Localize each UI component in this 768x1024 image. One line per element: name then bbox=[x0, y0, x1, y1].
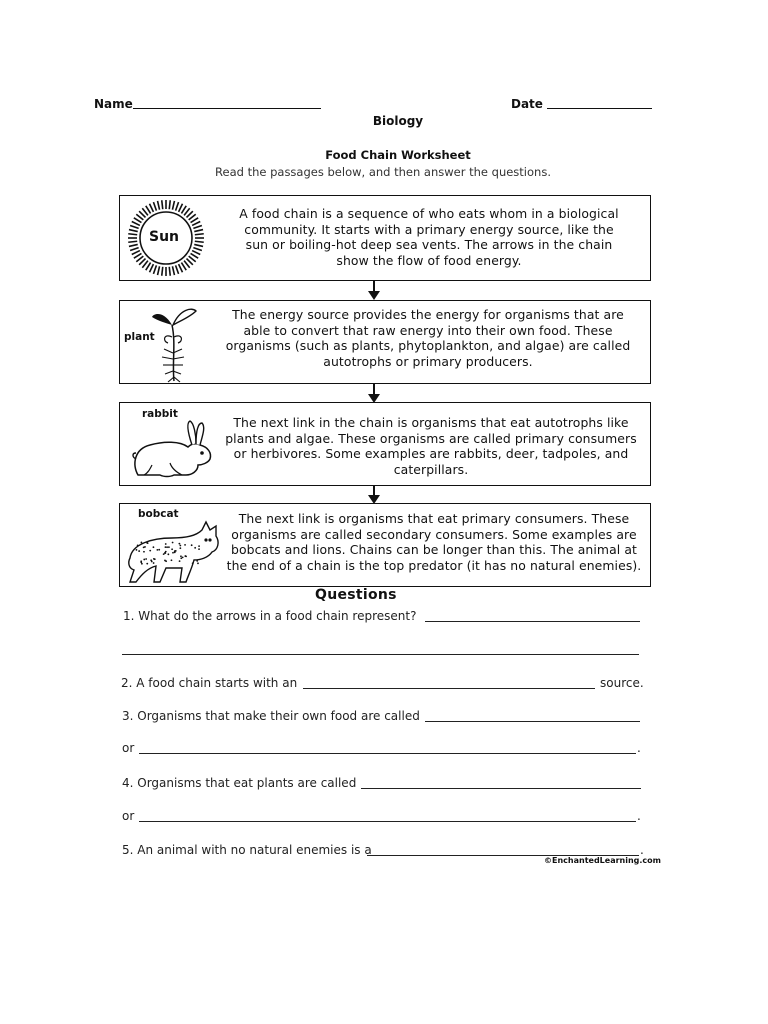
question-3-period: . bbox=[637, 741, 641, 755]
passage-line: The next link in the chain is organisms that eat autotrophs like bbox=[233, 415, 629, 430]
bobcat-spot bbox=[141, 563, 143, 565]
bobcat-spot bbox=[168, 546, 170, 548]
question-1: 1. What do the arrows in a food chain represent? bbox=[123, 609, 417, 623]
passage-text-rabbit bbox=[218, 415, 644, 477]
answer-4a-field[interactable] bbox=[361, 788, 641, 789]
sun-ray bbox=[128, 241, 137, 242]
passage-box-plant bbox=[119, 300, 651, 384]
sun-ray bbox=[194, 244, 203, 246]
rabbit-label: rabbit bbox=[142, 408, 178, 420]
passage-line: organisms (such as plants, phytoplankton, and algae) are called bbox=[225, 338, 631, 353]
bobcat-spot bbox=[136, 549, 138, 551]
bobcat-spot bbox=[165, 560, 167, 562]
bobcat-spot bbox=[149, 550, 151, 552]
bobcat-spot bbox=[197, 562, 199, 564]
bobcat-spot bbox=[191, 544, 193, 546]
passage-text-bobcat bbox=[218, 511, 650, 573]
sun-ray bbox=[162, 200, 163, 209]
plant-icon bbox=[150, 303, 200, 383]
sun-ray bbox=[195, 241, 204, 242]
bobcat-spot bbox=[138, 550, 140, 552]
passage-line: A food chain is a sequence of who eats whom in a biological bbox=[239, 206, 619, 221]
sun-ray bbox=[158, 266, 160, 275]
bobcat-spot bbox=[179, 560, 181, 562]
sun-ray bbox=[150, 204, 154, 212]
bobcat-spot bbox=[146, 542, 148, 544]
date-label: Date bbox=[511, 97, 543, 111]
passage-line: autotrophs or primary producers. bbox=[323, 353, 533, 369]
sun-ray bbox=[192, 222, 200, 226]
passage-box-rabbit bbox=[119, 402, 651, 486]
answer-4b-field[interactable] bbox=[139, 821, 636, 822]
plant-label: plant bbox=[124, 331, 155, 343]
passage-line: community. It starts with a primary energy source, like the bbox=[244, 221, 614, 237]
sun-ray bbox=[176, 265, 179, 273]
question-4-period: . bbox=[637, 809, 641, 823]
bobcat-spot bbox=[137, 544, 139, 546]
bobcat-spot bbox=[179, 547, 181, 549]
passage-line: or herbivores. Some examples are rabbits, deer, tadpoles, and bbox=[233, 446, 629, 461]
question-3-or: or bbox=[122, 741, 135, 755]
sun-ray bbox=[172, 201, 174, 210]
passage-text-sun bbox=[214, 206, 644, 268]
bobcat-spot bbox=[179, 545, 181, 547]
bobcat-spot bbox=[198, 548, 200, 550]
bobcat-spot bbox=[172, 552, 174, 554]
bobcat-spot bbox=[145, 558, 147, 560]
sun-ray bbox=[153, 265, 156, 273]
bobcat-spot bbox=[143, 551, 145, 553]
bobcat-spot bbox=[156, 549, 158, 551]
bobcat-spot bbox=[166, 546, 168, 548]
passage-line: sun or boiling-hot deep sea vents. The arrows in the chain bbox=[245, 237, 613, 252]
passage-box-sun bbox=[119, 195, 651, 281]
passage-box-bobcat bbox=[119, 503, 651, 587]
sun-ray bbox=[179, 264, 183, 272]
bobcat-spot bbox=[167, 553, 169, 555]
sun-ray bbox=[195, 234, 204, 235]
sun-label: Sun bbox=[149, 229, 180, 245]
worksheet-title: Food Chain Worksheet bbox=[325, 148, 471, 162]
bobcat-spot bbox=[165, 546, 167, 548]
bobcat-label: bobcat bbox=[138, 508, 179, 520]
bobcat-spot bbox=[184, 555, 186, 557]
bobcat-spot bbox=[158, 549, 160, 551]
bobcat-spot bbox=[180, 555, 182, 557]
answer-1b-field[interactable] bbox=[122, 654, 639, 655]
bobcat-spot bbox=[153, 546, 155, 548]
bobcat-spot bbox=[153, 558, 155, 560]
questions-heading: Questions bbox=[315, 587, 397, 603]
bobcat-spot bbox=[178, 543, 180, 545]
sun-ray bbox=[132, 251, 140, 255]
bobcat-spot bbox=[165, 543, 167, 545]
bobcat-spot bbox=[172, 542, 174, 544]
sun-ray bbox=[176, 202, 179, 210]
passage-line: The energy source provides the energy for organisms that are bbox=[232, 307, 624, 322]
passage-line: show the flow of food energy. bbox=[336, 252, 522, 268]
sun-ray bbox=[192, 251, 200, 255]
sun-ray bbox=[130, 225, 138, 228]
answer-3b-field[interactable] bbox=[139, 753, 636, 754]
sun-ray bbox=[179, 204, 183, 212]
answer-1a-field[interactable] bbox=[425, 621, 640, 622]
question-4: 4. Organisms that eat plants are called bbox=[122, 776, 357, 790]
question-4-or: or bbox=[122, 809, 135, 823]
bobcat-spot bbox=[144, 546, 146, 548]
question-5-period: . bbox=[640, 843, 644, 857]
bobcat-spot bbox=[192, 562, 194, 564]
bobcat-spot bbox=[194, 547, 196, 549]
bobcat-spot bbox=[198, 545, 200, 547]
bobcat-spot bbox=[196, 560, 198, 562]
bobcat-spot bbox=[171, 548, 173, 550]
date-field[interactable] bbox=[547, 108, 652, 109]
passage-line: able to convert that raw energy into their own food. These bbox=[243, 322, 613, 338]
sun-ray bbox=[172, 266, 174, 275]
sun-ray bbox=[153, 202, 156, 210]
name-label: Name bbox=[94, 97, 133, 111]
sun-ray bbox=[130, 248, 138, 251]
passage-line: organisms are called secondary consumers. Some examples are bbox=[231, 526, 637, 542]
bobcat-spot bbox=[153, 562, 155, 564]
sun-ray bbox=[129, 230, 138, 232]
sun-ray bbox=[132, 222, 140, 226]
sun-ray bbox=[193, 248, 201, 251]
sun-ray bbox=[129, 244, 138, 246]
question-2-suffix: source. bbox=[600, 676, 644, 690]
sun-ray bbox=[194, 230, 203, 232]
answer-2-field[interactable] bbox=[303, 688, 595, 689]
bobcat-icon bbox=[122, 518, 222, 586]
passage-line: The next link is organisms that eat primary consumers. These bbox=[238, 511, 630, 526]
bobcat-spot bbox=[146, 563, 148, 565]
sun-ray bbox=[128, 234, 137, 235]
bobcat-spot bbox=[184, 544, 186, 546]
bobcat-spot bbox=[174, 551, 176, 553]
sun-ray bbox=[169, 200, 170, 209]
passage-line: the end of a chain is the top predator (it has no natural enemies). bbox=[226, 557, 642, 573]
question-2: 2. A food chain starts with an bbox=[121, 676, 298, 690]
instructions-text: Read the passages below, and then answer the questions. bbox=[215, 165, 551, 179]
sun-ray bbox=[162, 267, 163, 276]
sun-ray bbox=[169, 267, 170, 276]
bobcat-spot bbox=[140, 542, 142, 544]
sun-ray bbox=[158, 201, 160, 210]
sun-ray bbox=[193, 225, 201, 228]
bobcat-spot bbox=[150, 559, 152, 561]
copyright-credit: ©EnchantedLearning.com bbox=[544, 856, 662, 865]
passage-line: bobcats and lions. Chains can be longer than this. The animal at bbox=[230, 542, 638, 557]
arrow-down-icon bbox=[368, 291, 380, 300]
passage-line: caterpillars. bbox=[393, 461, 469, 477]
passage-line: plants and algae. These organisms are called primary consumers bbox=[225, 430, 637, 446]
name-field[interactable] bbox=[133, 108, 321, 109]
question-5: 5. An animal with no natural enemies is a bbox=[122, 843, 372, 857]
rabbit-icon bbox=[130, 419, 220, 481]
subject-heading: Biology bbox=[372, 114, 424, 128]
bobcat-spot bbox=[182, 556, 184, 558]
bobcat-spot bbox=[143, 559, 145, 561]
sun-ray bbox=[150, 264, 154, 272]
passage-text-plant bbox=[212, 307, 644, 369]
question-3: 3. Organisms that make their own food are called bbox=[122, 709, 420, 723]
bobcat-spot bbox=[165, 551, 167, 553]
answer-3a-field[interactable] bbox=[425, 721, 640, 722]
bobcat-spot bbox=[171, 559, 173, 561]
